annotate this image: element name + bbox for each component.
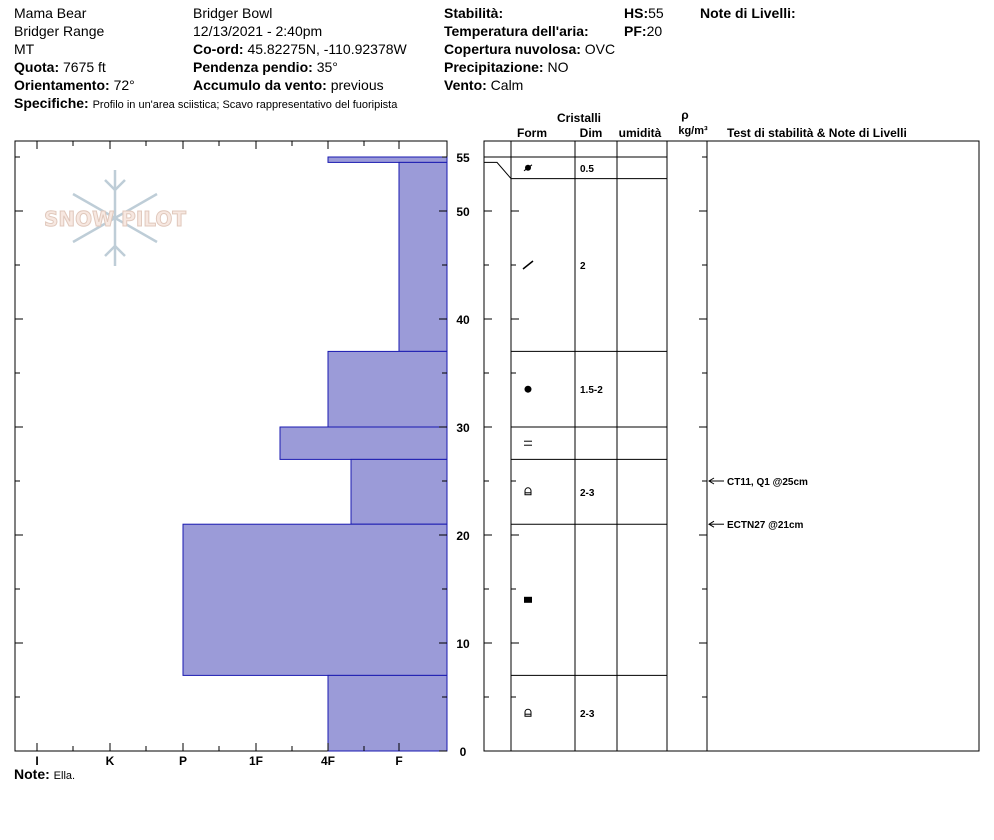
density-symbol: ρ — [681, 108, 689, 122]
tests-header: Test di stabilità & Note di Livelli — [727, 126, 907, 140]
faceted-icon — [525, 488, 531, 495]
precip-value: NO — [547, 59, 569, 75]
observation-datetime: 12/13/2021 - 2:40pm — [193, 23, 323, 39]
depth-tick-label: 20 — [456, 529, 470, 543]
sky-label: Copertura nuvolosa: — [444, 41, 581, 57]
air-temp-label: Temperatura dell'aria: — [444, 23, 589, 39]
moisture-header: umidità — [618, 126, 662, 140]
faceted-icon — [525, 709, 531, 716]
test-label: CT11, Q1 @25cm — [727, 477, 808, 488]
location-name: Mama Bear — [14, 5, 87, 21]
stability-label: Stabilità: — [444, 5, 504, 21]
form-header: Form — [517, 126, 547, 140]
state-name: MT — [14, 41, 35, 57]
layer-connector — [484, 162, 511, 178]
crystals-header: Cristalli — [556, 111, 602, 125]
pf-value: 20 — [646, 23, 663, 39]
hardness-tick-label: P — [178, 754, 188, 768]
crystal-size-label: 1.5-2 — [580, 385, 603, 397]
decomposing-icon — [523, 261, 533, 269]
hardness-bar — [328, 351, 447, 427]
icon-part — [523, 261, 533, 269]
coord-label: Co-ord: — [193, 41, 244, 57]
melt-freeze-icon — [524, 597, 532, 603]
note-value: Ella. — [53, 770, 76, 782]
specifics-value: Profilo in un'area sciistica; Scavo rappresentativo del fuoripista — [92, 99, 398, 111]
wind-value: Calm — [490, 77, 524, 93]
size-header: Dim — [579, 126, 603, 140]
crystal-size-label: 2-3 — [580, 709, 595, 721]
coord-value: 45.82275N, -110.92378W — [247, 41, 407, 57]
wind-loading-value: previous — [330, 77, 384, 93]
hardness-tick-label: F — [395, 754, 403, 768]
layers-table-frame — [484, 141, 979, 751]
area-name: Bridger Bowl — [193, 5, 273, 21]
hs-label: HS: — [624, 5, 649, 21]
depth-tick-label: 0 — [459, 745, 467, 759]
hs-value: 55 — [648, 5, 664, 21]
precip-label: Precipitazione: — [444, 59, 544, 75]
depth-tick-label: 40 — [456, 313, 470, 327]
aspect-value: 72° — [113, 77, 135, 93]
crystal-size-label: 2-3 — [580, 487, 595, 499]
aspect-label: Orientamento: — [14, 77, 110, 93]
depth-tick-label: 50 — [456, 205, 470, 219]
test-label: ECTN27 @21cm — [727, 520, 804, 532]
pf-label: PF: — [624, 23, 647, 39]
depth-tick-label: 10 — [456, 637, 470, 651]
new-snow-icon — [524, 165, 532, 171]
layer-notes-label: Note di Livelli: — [700, 5, 796, 21]
hardness-bar — [328, 157, 447, 162]
crystal-size-label: 0.5 — [580, 163, 594, 175]
surface-hoar-icon — [524, 441, 532, 445]
sky-value: OVC — [584, 41, 616, 57]
elevation-label: Quota: — [14, 59, 60, 75]
hardness-bars — [183, 157, 447, 751]
specifics-label: Specifiche: — [14, 95, 89, 111]
elevation-value: 7675 ft — [63, 59, 106, 75]
hardness-tick-label: 4F — [320, 754, 336, 768]
hardness-bar — [399, 162, 447, 351]
density-unit: kg/m³ — [678, 125, 708, 137]
wind-label: Vento: — [444, 77, 487, 93]
hardness-bar — [328, 675, 447, 751]
rounded-grain-icon — [525, 386, 532, 393]
depth-tick-label: 55 — [456, 151, 470, 165]
icon-part — [525, 386, 532, 393]
range-name: Bridger Range — [14, 23, 105, 39]
hardness-tick-label: K — [105, 754, 115, 768]
slope-label: Pendenza pendio: — [193, 59, 313, 75]
note-label: Note: — [14, 766, 50, 782]
hardness-tick-label: 1F — [248, 754, 264, 768]
hardness-bar — [183, 524, 447, 675]
icon-part — [525, 488, 531, 495]
icon-part — [524, 597, 532, 603]
wind-loading-label: Accumulo da vento: — [193, 77, 327, 93]
hardness-bar — [351, 459, 447, 524]
slope-value: 35° — [316, 59, 338, 75]
hardness-bar — [280, 427, 447, 459]
hardness-tick-label: I — [35, 754, 39, 768]
crystal-size-label: 2 — [580, 261, 586, 272]
icon-part — [525, 709, 531, 716]
logo-text: SNOW PILOT — [44, 207, 186, 231]
stability-test-annotations — [709, 477, 808, 531]
snowpilot-logo — [44, 170, 186, 266]
depth-tick-label: 30 — [456, 421, 470, 435]
